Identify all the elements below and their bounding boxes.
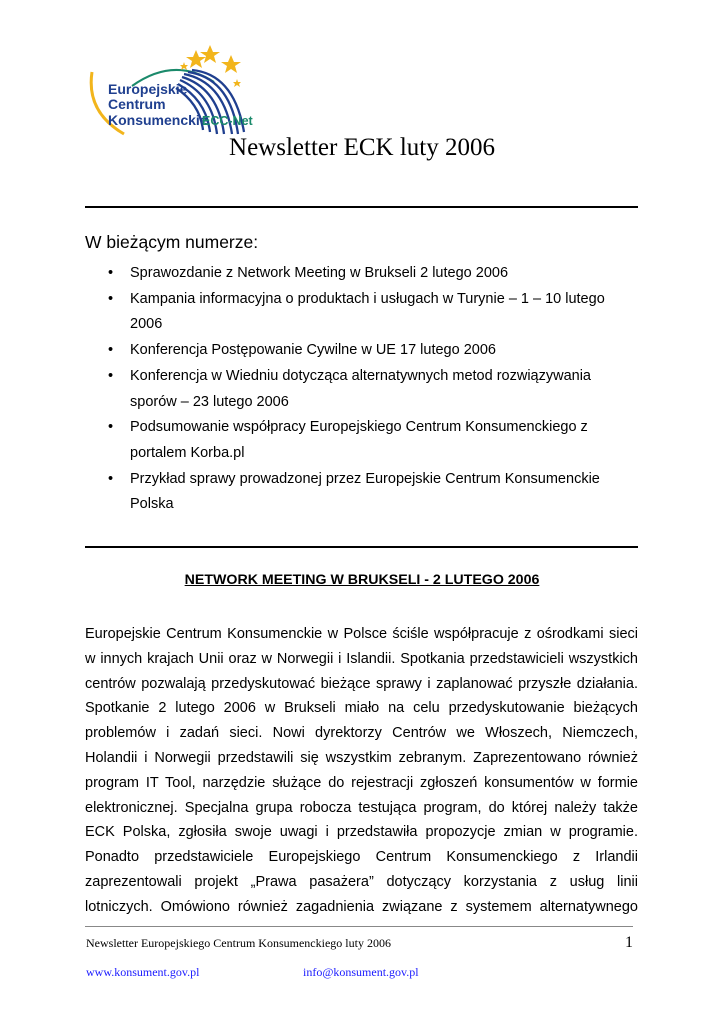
toc-divider: [85, 546, 638, 548]
newsletter-title: Newsletter ECK luty 2006: [229, 134, 495, 161]
website-link[interactable]: www.konsument.gov.pl: [86, 965, 200, 979]
toc-item: • Podsumowanie współpracy Europejskiego Centrum Konsumenckiego z portalem Korba.pl: [108, 415, 618, 466]
logo-line-3: Konsumenckie: [108, 112, 208, 128]
paragraph-line: ECK Polska, zgłosiła swoje uwagi i przedstawiła propozycje zmian w programie.: [85, 824, 638, 841]
footer-text: Newsletter Europejskiego Centrum Konsumenckiego luty 2006: [86, 936, 391, 950]
paragraph-line: zaprezentowali projekt „Prawa pasażera” dotyczący korzystania z usług linii: [85, 873, 638, 890]
toc-list: [108, 261, 618, 518]
paragraph-line: Europejskie Centrum Konsumenckie w Polsce ściśle współpracuje z ośrodkami sieci: [85, 626, 638, 642]
ecc-logo: [84, 42, 254, 138]
toc-item: • Konferencja w Wiedniu dotycząca alternatywnych metod rozwiązywania sporów – 23 lutego 2006: [108, 364, 618, 415]
paragraph-line: Spotkanie 2 lutego 2006 w Brukseli miało na celu przedyskutowanie bieżących: [85, 700, 638, 717]
bullet-icon: •: [108, 342, 114, 359]
bullet-icon: •: [108, 367, 114, 384]
toc-item: • Sprawozdanie z Network Meeting w Brukseli 2 lutego 2006: [108, 261, 618, 287]
section-title: NETWORK MEETING W BRUKSELI - 2 LUTEGO 2006: [184, 572, 540, 588]
paragraph-line: lotniczych. Omówiono również zagadnienia związane z systemem alternatywnego: [85, 898, 638, 915]
bullet-icon: •: [108, 470, 114, 487]
footer-divider: [85, 926, 633, 927]
header-divider: [85, 206, 638, 208]
logo-line-2: Centrum: [108, 96, 166, 112]
paragraph-line: program IT Tool, narzędzie służące do rejestracji zgłoszeń konsumentów w formie: [85, 774, 638, 791]
bullet-icon: •: [108, 290, 114, 307]
paragraph-line: elektronicznej. Specjalna grupa robocza testująca program, do której należy także: [85, 799, 638, 816]
body-paragraph: [85, 622, 638, 920]
bullet-icon: •: [108, 419, 114, 436]
paragraph-line: Holandii i Norwegii przedstawili się wszystkim zebranym. Zaprezentowano również: [85, 749, 638, 766]
toc-item: • Kampania informacyjna o produktach i usługach w Turynie – 1 – 10 lutego 2006: [108, 287, 618, 338]
paragraph-line: problemów i zadań sieci. Nowi dyrektorzy Centrów we Włoszech, Niemczech,: [85, 725, 638, 742]
paragraph-line: Ponadto przedstawiciele Europejskiego Centrum Konsumenckiego z Irlandii: [85, 849, 638, 866]
toc-heading: W bieżącym numerze:: [85, 232, 259, 252]
toc-item: • Przykład sprawy prowadzonej przez Europejskie Centrum Konsumenckie Polska: [108, 467, 618, 518]
bullet-icon: •: [108, 265, 114, 281]
paragraph-line: centrów pozwalają przedyskutować bieżące sprawy i zaplanować przyszłe działania.: [85, 675, 638, 692]
toc-item: • Konferencja Postępowanie Cywilne w UE 17 lutego 2006: [108, 338, 618, 364]
page-number: 1: [625, 934, 633, 951]
email-link[interactable]: info@konsument.gov.pl: [303, 965, 419, 979]
logo-network: ECC-Net: [202, 114, 253, 128]
paragraph-line: w innych krajach Unii oraz w Norwegii i Islandii. Spotkania przedstawicieli wszystkich: [85, 650, 638, 667]
logo-line-1: Europejskie: [108, 81, 188, 97]
